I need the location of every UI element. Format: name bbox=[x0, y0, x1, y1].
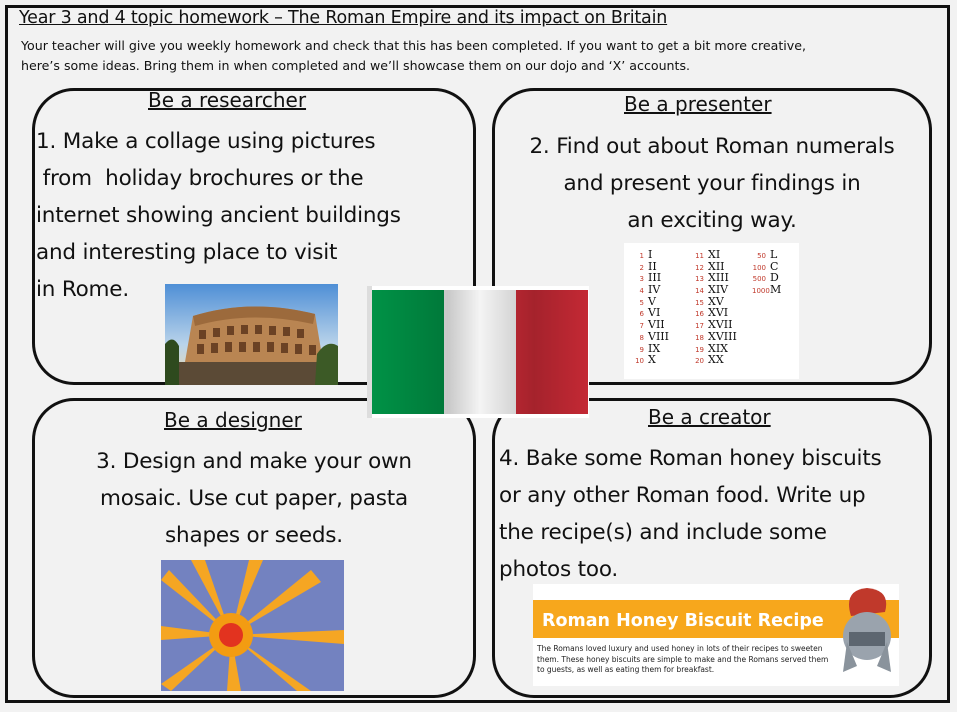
roman-numeral: VII bbox=[648, 318, 665, 332]
recipe-title: Roman Honey Biscuit Recipe bbox=[542, 611, 824, 631]
roman-numeral: X bbox=[648, 353, 656, 367]
roman-numeral: D bbox=[770, 271, 779, 285]
arabic-number: 3 bbox=[639, 275, 644, 284]
arabic-number: 1 bbox=[639, 252, 644, 260]
numeral-row bbox=[630, 354, 669, 366]
sun-mosaic-image bbox=[161, 560, 344, 691]
roman-numeral: XVII bbox=[708, 318, 733, 332]
numeral-row bbox=[690, 354, 737, 366]
arabic-number: 6 bbox=[639, 310, 644, 319]
roman-numeral: XII bbox=[708, 259, 725, 273]
arabic-number: 50 bbox=[757, 252, 766, 260]
arabic-number: 5 bbox=[639, 298, 644, 307]
numerals-column bbox=[690, 249, 737, 366]
text-line: and interesting place to visit bbox=[36, 240, 338, 265]
roman-numeral: VIII bbox=[648, 329, 669, 343]
intro-text bbox=[21, 36, 926, 76]
intro-line: here’s some ideas. Bring them in when completed and we’ll showcase them on our dojo and ‘X’ accounts. bbox=[21, 58, 691, 73]
text-line: and present your findings in bbox=[563, 171, 861, 196]
arabic-number: 2 bbox=[639, 263, 644, 272]
roman-numeral: XIV bbox=[708, 283, 729, 297]
text-line: 3. Design and make your own bbox=[96, 449, 412, 474]
roman-numeral: C bbox=[770, 259, 779, 273]
roman-numeral: XV bbox=[708, 294, 724, 308]
arabic-number: 12 bbox=[695, 263, 704, 272]
presenter-text bbox=[494, 128, 930, 239]
roman-numeral: XVI bbox=[708, 306, 729, 320]
arabic-number: 100 bbox=[752, 263, 766, 272]
arabic-number: 17 bbox=[695, 322, 704, 331]
text-line: mosaic. Use cut paper, pasta bbox=[100, 486, 408, 511]
arabic-number: 18 bbox=[695, 333, 704, 342]
roman-numeral: IX bbox=[648, 341, 661, 355]
arabic-number: 14 bbox=[695, 287, 704, 296]
text-line: 4. Bake some Roman honey biscuits bbox=[499, 446, 882, 471]
arabic-number: 13 bbox=[695, 275, 704, 284]
researcher-heading: Be a researcher bbox=[148, 88, 307, 112]
designer-text bbox=[34, 443, 474, 554]
roman-numeral: II bbox=[648, 259, 657, 273]
roman-numeral: VI bbox=[648, 306, 661, 320]
arabic-number: 4 bbox=[639, 287, 644, 296]
arabic-number: 7 bbox=[639, 322, 644, 331]
recipe-description: The Romans loved luxury and used honey in lots of their recipes to sweeten them. These honey biscuits are simple to make and the Romans served them to guests, as well as eating them for breakfast. bbox=[537, 644, 829, 674]
arabic-number: 11 bbox=[695, 252, 704, 260]
roman-numeral: XI bbox=[708, 248, 721, 261]
roman-numeral: III bbox=[648, 271, 662, 285]
roman-numeral: M bbox=[770, 283, 782, 297]
text-line: from holiday brochures or the bbox=[36, 166, 364, 191]
page-title: Year 3 and 4 topic homework – The Roman Empire and its impact on Britain bbox=[19, 8, 668, 28]
roman-numeral: XIX bbox=[708, 341, 729, 355]
arabic-number: 20 bbox=[695, 357, 704, 366]
intro-line: Your teacher will give you weekly homework and check that this has been completed. If you want to get a bit more creative, bbox=[21, 38, 806, 53]
numeral-row bbox=[752, 284, 781, 296]
text-line: photos too. bbox=[499, 557, 619, 582]
text-line: 1. Make a collage using pictures bbox=[36, 129, 376, 154]
recipe-card-image bbox=[533, 584, 899, 686]
arabic-number: 1000 bbox=[752, 287, 770, 296]
roman-helmet-icon bbox=[833, 586, 897, 682]
text-line: or any other Roman food. Write up bbox=[499, 483, 866, 508]
text-line: internet showing ancient buildings bbox=[36, 203, 401, 228]
italian-flag-image bbox=[367, 286, 589, 418]
text-line: in Rome. bbox=[36, 277, 129, 302]
roman-numeral: IV bbox=[648, 283, 661, 297]
roman-numeral: XX bbox=[708, 353, 724, 367]
arabic-number: 500 bbox=[752, 275, 766, 284]
designer-heading: Be a designer bbox=[164, 408, 302, 432]
text-line: 2. Find out about Roman numerals bbox=[529, 134, 895, 159]
roman-numeral: XVIII bbox=[708, 329, 737, 343]
roman-numeral: V bbox=[648, 294, 656, 308]
colosseum-image bbox=[165, 284, 338, 385]
arabic-number: 9 bbox=[639, 345, 644, 354]
presenter-heading: Be a presenter bbox=[624, 92, 772, 116]
roman-numeral: I bbox=[648, 248, 653, 261]
creator-text bbox=[499, 440, 882, 588]
numerals-column bbox=[752, 249, 781, 296]
creator-heading: Be a creator bbox=[648, 405, 771, 429]
arabic-number: 8 bbox=[639, 333, 644, 342]
numerals-column bbox=[630, 249, 669, 366]
roman-numeral: XIII bbox=[708, 271, 729, 285]
roman-numerals-image bbox=[624, 243, 799, 379]
arabic-number: 15 bbox=[695, 298, 704, 307]
roman-numeral: L bbox=[770, 248, 778, 261]
text-line: the recipe(s) and include some bbox=[499, 520, 827, 545]
text-line: an exciting way. bbox=[627, 208, 797, 233]
arabic-number: 16 bbox=[695, 310, 704, 319]
arabic-number: 19 bbox=[695, 345, 704, 354]
researcher-text bbox=[36, 123, 401, 308]
arabic-number: 10 bbox=[635, 357, 644, 366]
text-line: shapes or seeds. bbox=[165, 523, 343, 548]
